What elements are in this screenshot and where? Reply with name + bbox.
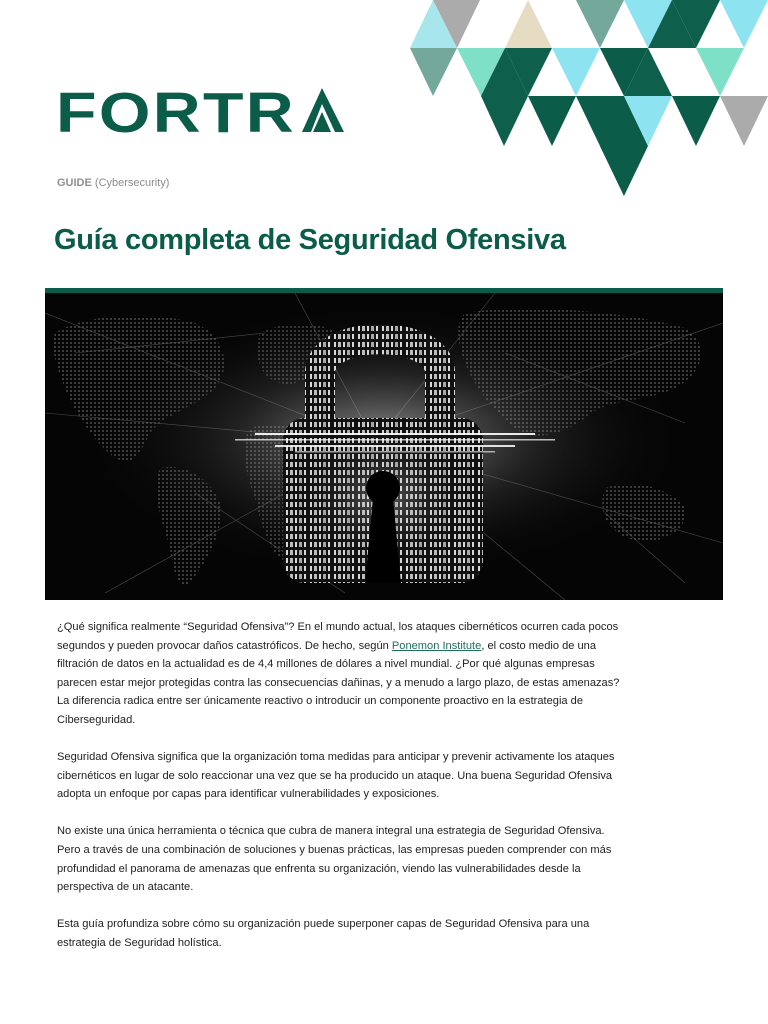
svg-text:FORTR: FORTR xyxy=(56,84,296,136)
guide-category-line xyxy=(57,177,169,189)
paragraph-text: , el costo medio de una filtración de datos en la actualidad es de 4,4 millones de dólares a nivel mundial. ¿Por qué algunas empresas parecen estar mejor protegidas contra las consecuencias dañinas, y a menudo a largo plazo, de estas amenazas? La diferencia radica entre ser únicamente reactivo o introducir un componente proactivo en la estrategia de Ciberseguridad. xyxy=(57,639,620,726)
padlock-binary-world-map-image xyxy=(45,293,723,600)
paragraph: No existe una única herramienta o técnica que cubra de manera integral una estrategia de Seguridad Ofensiva. Pero a través de una combinación de soluciones y buenas prácticas, las empresas pueden comprender con más profundidad el panorama de amenazas que enfrenta su organización, viendo las vulnerabilidades desde la perspectiva de un atacante. xyxy=(57,825,612,894)
paragraph: Seguridad Ofensiva significa que la organización toma medidas para anticipar y prevenir activamente los ataques cibernéticos en lugar de solo reaccionar una vez que se ha producido un ataque. Una buena Seguridad Ofensiva adopta un enfoque por capas para identificar vulnerabilidades y exposiciones. xyxy=(57,751,615,801)
fortra-logo xyxy=(56,84,346,136)
paragraph: Esta guía profundiza sobre cómo su organización puede superponer capas de Seguridad Ofensiva para una estrategia de Seguridad holística. xyxy=(57,918,590,949)
hero-image xyxy=(45,293,723,600)
paragraph xyxy=(57,618,623,730)
body-text xyxy=(57,618,623,971)
guide-category: (Cybersecurity) xyxy=(94,177,170,189)
paragraph-text: ¿Qué significa realmente “Seguridad Ofensiva”? En el mundo actual, los ataques cibernéticos ocurren cada pocos segundos y pueden provocar daños catastróficos. De hecho, según xyxy=(57,621,619,652)
ponemon-institute-link[interactable]: Ponemon Institute xyxy=(391,639,482,652)
guide-label: GUIDE xyxy=(57,177,92,189)
page-title: Guía completa de Seguridad Ofensiva xyxy=(54,224,566,256)
